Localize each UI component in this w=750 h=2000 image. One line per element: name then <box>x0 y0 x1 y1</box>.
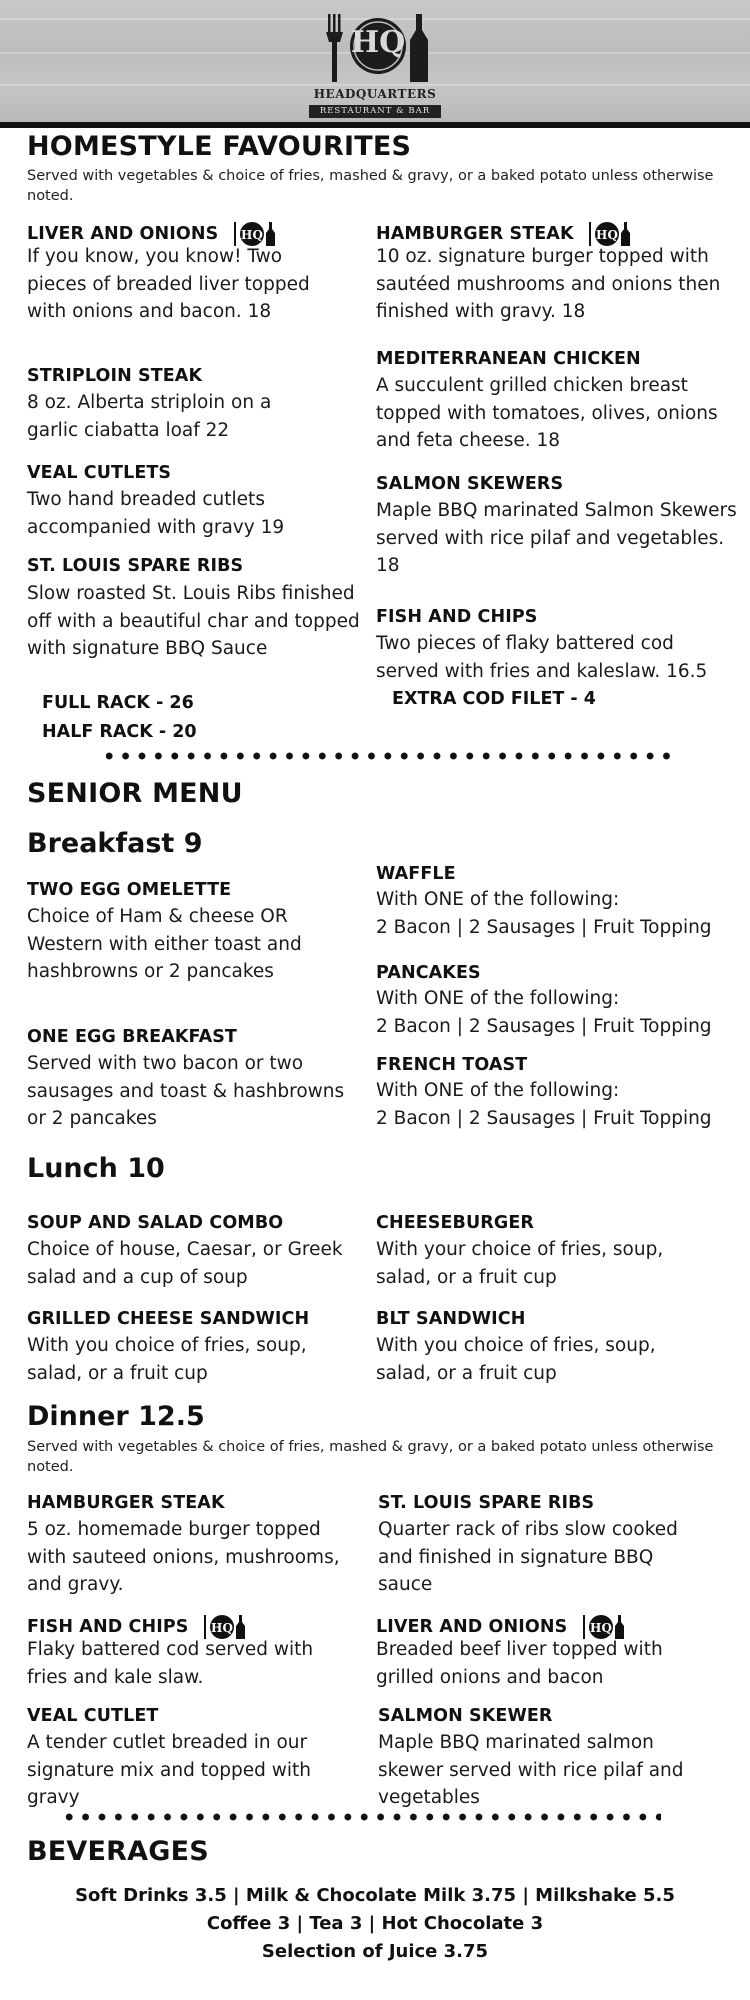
menu-item-description: A tender cutlet breaded in our signature mix and topped with gravy <box>27 1732 312 1808</box>
header-banner <box>0 0 750 122</box>
menu-item-title: ST. LOUIS SPARE RIBS <box>27 556 244 576</box>
menu-item-description: If you know, you know! Two pieces of breaded liver topped with onions and bacon. 18 <box>27 246 310 322</box>
menu-item-description: 8 oz. Alberta striploin on a garlic ciabatta loaf 22 <box>27 392 272 441</box>
dotted-divider <box>61 1813 661 1821</box>
menu-item-options: 2 Bacon | 2 Sausages | Fruit Topping <box>376 917 712 938</box>
menu-item-description: With you choice of fries, soup, salad, or a fruit cup <box>27 1335 307 1384</box>
brand-subtitle: RESTAURANT & BAR <box>309 105 441 118</box>
menu-item-description: With ONE of the following: <box>376 1080 620 1101</box>
menu-item-title: PANCAKES <box>376 963 481 983</box>
dotted-divider <box>101 752 676 760</box>
svg-text:HQ: HQ <box>595 228 618 242</box>
lunch-title: Lunch 10 <box>27 1153 165 1184</box>
menu-item-title: GRILLED CHEESE SANDWICH <box>27 1309 310 1329</box>
svg-text:HQ: HQ <box>589 1621 612 1635</box>
item-name: HAMBURGER STEAK <box>376 224 574 244</box>
item-name: FISH AND CHIPS <box>27 1617 189 1637</box>
logo-monogram: HQ <box>350 25 406 60</box>
menu-item-description: Slow roasted St. Louis Ribs finished off with a beautiful char and topped with signature BBQ Sauce <box>27 583 360 659</box>
menu-item-description: Maple BBQ marinated Salmon Skewers served with rice pilaf and vegetables. 18 <box>376 500 737 576</box>
item-name: LIVER AND ONIONS <box>376 1617 568 1637</box>
menu-item-description: With you choice of fries, soup, salad, or a fruit cup <box>376 1335 656 1384</box>
menu-item-description: With your choice of fries, soup, salad, or a fruit cup <box>376 1239 664 1288</box>
menu-item-description: With ONE of the following: <box>376 889 620 910</box>
menu-item-description: 10 oz. signature burger topped with sautéed mushrooms and onions then finished with gravy. 18 <box>376 246 721 322</box>
menu-item-description: 5 oz. homemade burger topped with sauteed onions, mushrooms, and gravy. <box>27 1519 340 1595</box>
beverages-title: BEVERAGES <box>27 1836 209 1867</box>
ribs-option: FULL RACK - 26 <box>42 693 194 713</box>
menu-item-title: FRENCH TOAST <box>376 1055 528 1075</box>
breakfast-title: Breakfast 9 <box>27 828 203 859</box>
header-divider <box>0 122 750 128</box>
menu-item-title: SALMON SKEWERS <box>376 474 564 494</box>
beverage-line: Selection of Juice 3.75 <box>261 1941 489 1962</box>
menu-item-options: 2 Bacon | 2 Sausages | Fruit Topping <box>376 1108 712 1129</box>
menu-item-title: BLT SANDWICH <box>376 1309 526 1329</box>
menu-item-title: SALMON SKEWER <box>378 1706 553 1726</box>
homestyle-note: Served with vegetables & choice of fries, mashed & gravy, or a baked potato unless otherwise noted. <box>27 168 714 204</box>
menu-item-title: VEAL CUTLETS <box>27 463 172 483</box>
svg-text:HQ: HQ <box>240 228 263 242</box>
menu-item-description: With ONE of the following: <box>376 988 620 1009</box>
menu-item-title: WAFFLE <box>376 864 456 884</box>
menu-item-description: Choice of Ham & cheese OR Western with either toast and hashbrowns or 2 pancakes <box>27 906 302 982</box>
menu-item-title: MEDITERRANEAN CHICKEN <box>376 349 641 369</box>
menu-item-description: Maple BBQ marinated salmon skewer served with rice pilaf and vegetables <box>378 1732 684 1808</box>
menu-item-description: Choice of house, Caesar, or Greek salad and a cup of soup <box>27 1239 343 1288</box>
menu-item-description: Quarter rack of ribs slow cooked and finished in signature BBQ sauce <box>378 1519 678 1595</box>
menu-item-options: 2 Bacon | 2 Sausages | Fruit Topping <box>376 1016 712 1037</box>
ribs-option: HALF RACK - 20 <box>42 722 197 742</box>
menu-item-title: TWO EGG OMELETTE <box>27 880 232 900</box>
homestyle-title: HOMESTYLE FAVOURITES <box>27 131 412 162</box>
menu-item-description: Two pieces of flaky battered cod served with fries and kaleslaw. 16.5 <box>376 633 708 682</box>
extra-cod-option: EXTRA COD FILET - 4 <box>392 689 596 709</box>
menu-item-description: A succulent grilled chicken breast topped with tomatoes, olives, onions and feta cheese. 18 <box>376 375 718 451</box>
item-name: LIVER AND ONIONS <box>27 224 219 244</box>
menu-item-title: FISH AND CHIPS <box>376 607 538 627</box>
beverage-line: Coffee 3 | Tea 3 | Hot Chocolate 3 <box>206 1913 544 1934</box>
dinner-title: Dinner 12.5 <box>27 1401 205 1432</box>
menu-item-description: Breaded beef liver topped with grilled onions and bacon <box>376 1639 663 1688</box>
menu-item-title: HAMBURGER STEAK <box>27 1493 225 1513</box>
beverage-line: Soft Drinks 3.5 | Milk & Chocolate Milk 3.75 | Milkshake 5.5 <box>75 1885 675 1906</box>
menu-item-description: Flaky battered cod served with fries and kale slaw. <box>27 1639 314 1688</box>
menu-item-title: VEAL CUTLET <box>27 1706 159 1726</box>
menu-item-description: Two hand breaded cutlets accompanied with gravy 19 <box>27 489 285 538</box>
menu-item-description: Served with two bacon or two sausages and toast & hashbrowns or 2 pancakes <box>27 1053 345 1129</box>
brand-name: HEADQUARTERS <box>313 87 437 101</box>
dinner-note: Served with vegetables & choice of fries, mashed & gravy, or a baked potato unless otherwise noted. <box>27 1439 714 1475</box>
menu-item-title: SOUP AND SALAD COMBO <box>27 1213 284 1233</box>
menu-item-title: CHEESEBURGER <box>376 1213 534 1233</box>
senior-menu-title: SENIOR MENU <box>27 778 243 809</box>
menu-item-title: ONE EGG BREAKFAST <box>27 1027 237 1047</box>
svg-text:HQ: HQ <box>210 1621 233 1635</box>
menu-item-title: STRIPLOIN STEAK <box>27 366 203 386</box>
menu-item-title: ST. LOUIS SPARE RIBS <box>378 1493 595 1513</box>
